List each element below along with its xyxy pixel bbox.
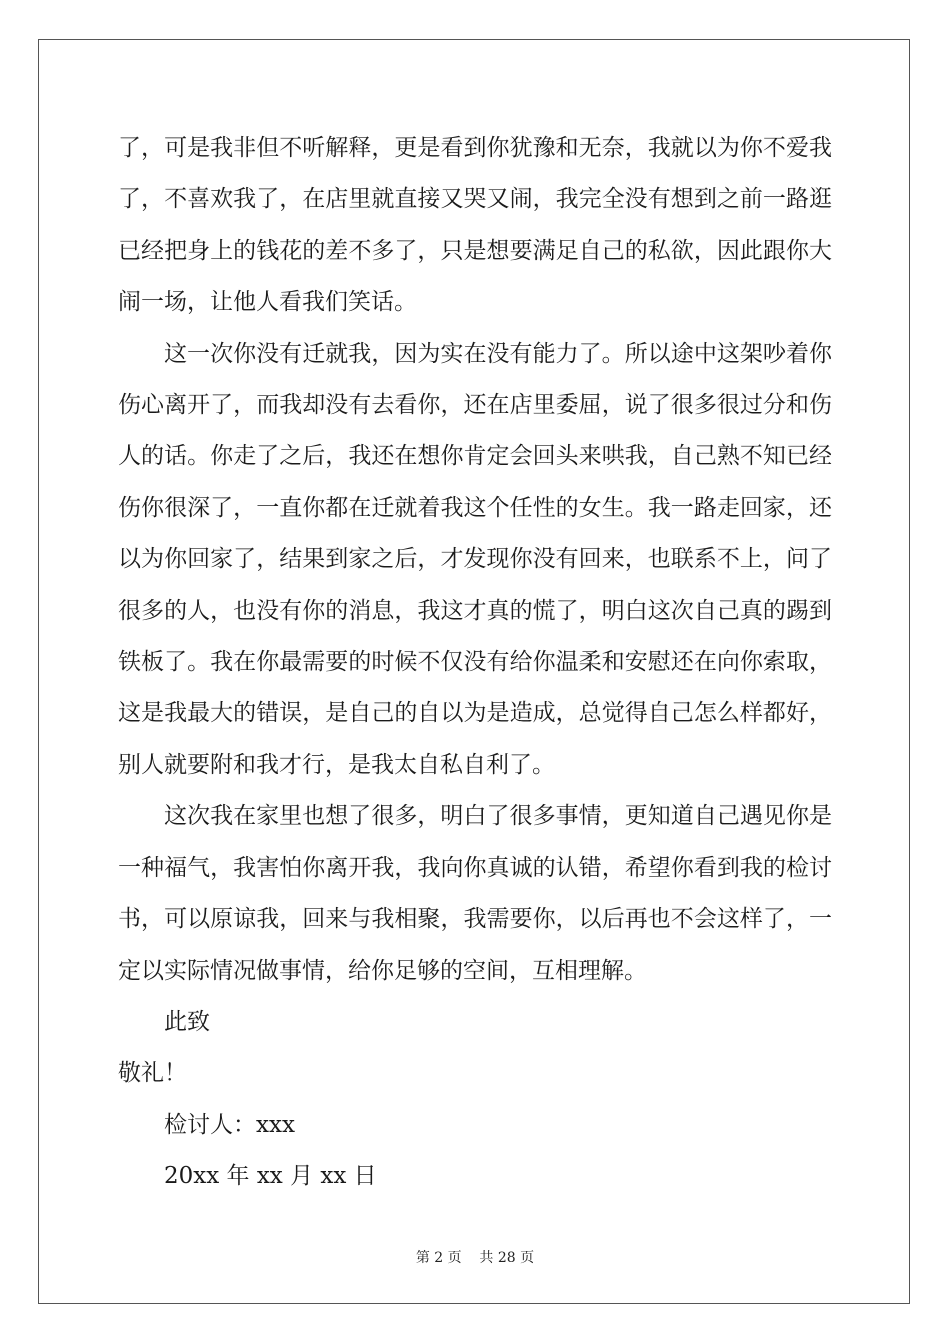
salute-text: 敬礼！ [118,1060,187,1087]
paragraph-3: 这次我在家里也想了很多，明白了很多事情，更知道自己遇见你是一种福气，我害怕你离开我，我向你真诚的认错，希望你看到我的检讨书，可以原谅我，回来与我相聚，我需要你，以后再也不会这样了，一定以实际情况做事情，给你足够的空间，互相理解。 [118,803,832,984]
date-text: 20xx 年 xx 月 xx 日 [164,1163,377,1190]
paragraph-1: 了，可是我非但不听解释，更是看到你犹豫和无奈，我就以为你不爱我了，不喜欢我了，在店里就直接又哭又闹，我完全没有想到之前一路逛已经把身上的钱花的差不多了，只是想要满足自己的私欲，因此跟你大闹一场，让他人看我们笑话。 [118,135,832,316]
closing-text: 此致 [164,1008,210,1035]
page-number: 第 2 页 共 28 页 [415,1250,535,1266]
document-body [118,123,832,1203]
paragraph-2: 这一次你没有迁就我，因为实在没有能力了。所以途中这架吵着你伤心离开了，而我却没有去看你，还在店里委屈，说了很多很过分和伤人的话。你走了之后，我还在想你肯定会回头来哄我，自己熟不知已经伤你很深了，一直你都在迁就着我这个任性的女生。我一路走回家，还以为你回家了，结果到家之后，才发现你没有回来，也联系不上，问了很多的人，也没有你的消息，我这才真的慌了，明白这次自己真的踢到铁板了。我在你最需要的时候不仅没有给你温柔和安慰还在向你索取，这是我最大的错误，是自己的自以为是造成，总觉得自己怎么样都好，别人就要附和我才行，是我太自私自利了。 [118,340,832,778]
signature-text: 检讨人：xxx [164,1111,295,1138]
